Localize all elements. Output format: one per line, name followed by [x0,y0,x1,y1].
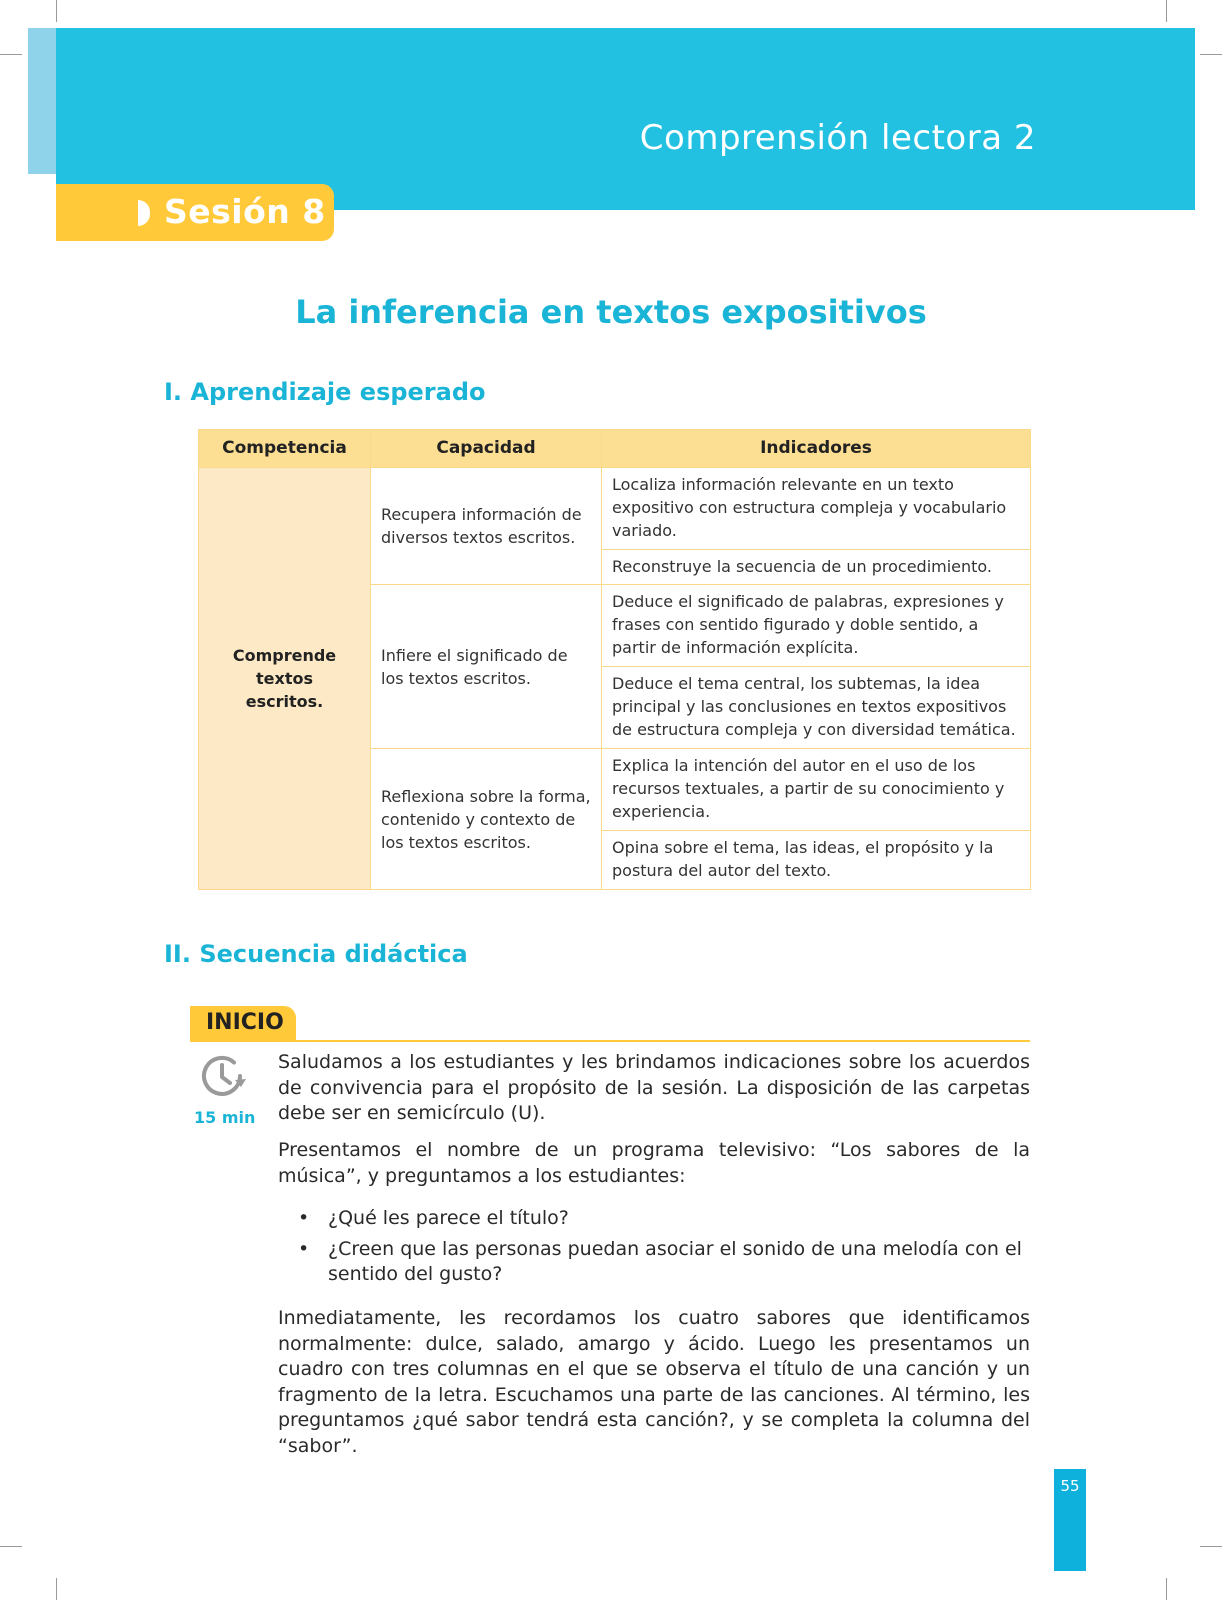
inicio-label: INICIO [206,1010,284,1035]
section-heading-secuencia: II. Secuencia didáctica [164,940,468,968]
list-item [278,1206,1030,1232]
indicador-cell: Localiza información relevante en un texto expositivo con estructura compleja y vocabulario variado. [602,468,1031,550]
crop-mark [1166,0,1167,22]
table-row [199,468,1031,550]
indicador-cell: Deduce el tema central, los subtemas, la idea principal y las conclusiones en textos expositivos de estructura compleja y con diversidad temática. [602,667,1031,749]
list-item [278,1237,1030,1288]
crop-mark [0,54,22,55]
bullet-symbol: • [298,1207,310,1229]
indicador-cell: Reconstruye la secuencia de un procedimiento. [602,550,1031,585]
capacidad-cell: Reflexiona sobre la forma, contenido y contexto de los textos escritos. [371,749,602,890]
bullet-symbol: • [298,1237,310,1260]
capacidad-cell: Recupera información de diversos textos escritos. [371,468,602,585]
competencia-cell: Comprende textos escritos. [199,468,371,890]
inicio-divider [296,1040,1030,1042]
page-number: 55 [1060,1477,1080,1495]
session-tab [56,184,334,241]
learning-table [198,429,1031,890]
crop-mark [1200,54,1222,55]
inicio-tab [190,1006,296,1042]
crop-mark [1200,1546,1222,1547]
table-header-cell: Capacidad [371,430,602,468]
section-heading-aprendizaje: I. Aprendizaje esperado [164,378,486,406]
question-list [278,1206,1030,1293]
list-item-text: ¿Qué les parece el título? [328,1207,569,1229]
session-label: Sesión 8 [164,192,326,231]
indicador-cell: Explica la intención del autor en el uso de los recursos textuales, a partir de su conocimiento y experiencia. [602,749,1031,831]
crop-mark [0,1546,22,1547]
book-title: Comprensión lectora 2 [639,118,1036,158]
crop-mark [1166,1578,1167,1600]
time-duration: 15 min [194,1108,256,1127]
table-header-cell: Competencia [199,430,371,468]
crop-mark [56,0,57,22]
header-accent-strip [28,28,56,174]
capacidad-cell: Infiere el significado de los textos escritos. [371,585,602,749]
crop-mark [56,1578,57,1600]
table-header-cell: Indicadores [602,430,1031,468]
indicador-cell: Opina sobre el tema, las ideas, el propósito y la postura del autor del texto. [602,831,1031,890]
paragraph: Inmediatamente, les recordamos los cuatro sabores que identificamos normalmente: dulce, salado, amargo y ácido. Luego les presentamos un cuadro con tres columnas en el que se observa el título de una canción y un fragmento de la letra. Escuchamos una parte de las canciones. Al término, les preguntamos ¿qué sabor tendrá esta canción?, y se completa la columna del “sabor”. [278,1307,1030,1457]
session-half-circle-icon [138,200,150,226]
list-item-text: ¿Creen que las personas puedan asociar el sonido de una melodía con el sentido del gusto? [328,1237,1022,1285]
paragraph: Saludamos a los estudiantes y les brindamos indicaciones sobre los acuerdos de convivencia para el propósito de la sesión. La disposición de las carpetas debe ser en semicírculo (U). [278,1051,1030,1124]
page-title: La inferencia en textos expositivos [295,293,927,331]
table-header-row [199,430,1031,468]
page-number-tab [1054,1469,1086,1571]
paragraph: Presentamos el nombre de un programa televisivo: “Los sabores de la música”, y preguntamos a los estudiantes: [278,1139,1030,1187]
indicador-cell: Deduce el significado de palabras, expresiones y frases con sentido figurado y doble sentido, a partir de información explícita. [602,585,1031,667]
clock-icon [196,1050,248,1106]
